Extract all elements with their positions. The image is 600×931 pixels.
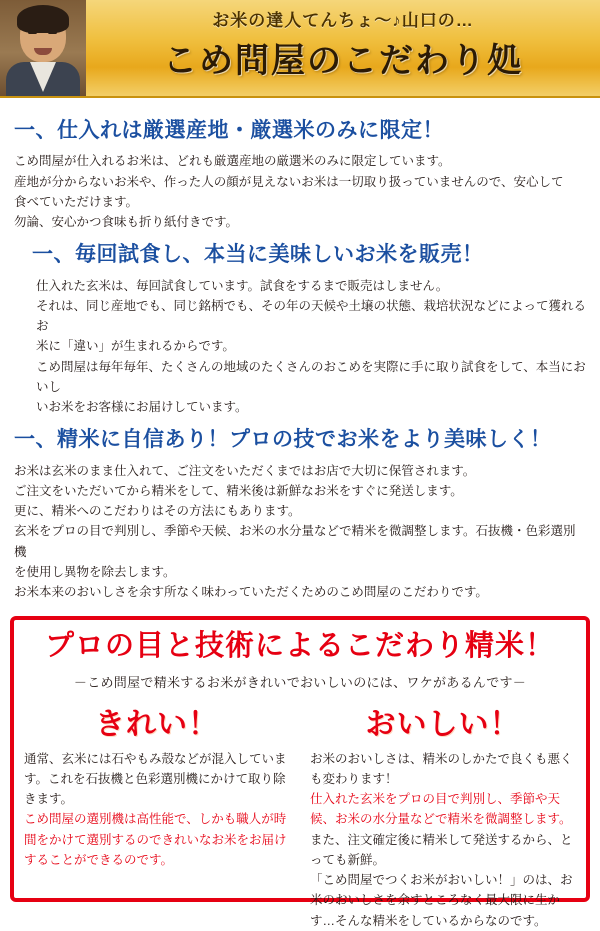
- column-kirei-body: [24, 749, 290, 871]
- section-1-body: [14, 151, 586, 232]
- section-3-line-4: 玄米をプロの目で判別し、季節や天候、お米の水分量などで精米を微調整します。石抜機・色彩選別機: [14, 524, 576, 559]
- section-2-line-3: 米に「違い」が生まれるからです。: [36, 339, 235, 354]
- header-subtitle: お米の達人てんちょ～♪山口の…: [212, 11, 474, 30]
- section-1-line-4: 勿論、安心かつ食味も折り紙付きです。: [14, 215, 239, 229]
- photo-eye-left: [28, 31, 37, 34]
- section-1-title: 一、仕入れは厳選産地・厳選米のみに限定！: [14, 119, 444, 142]
- column-oishii-paragraph-2: 仕入れた玄米をプロの目で判別し、季節や天候、お米の水分量などで精米を微調整します。: [310, 792, 572, 827]
- section-3: [14, 427, 586, 602]
- highlight-box-subtitle: －こめ問屋で精米するお米がきれいでおいしいのには、ワケがあるんです－: [73, 674, 527, 690]
- photo-hair: [17, 5, 69, 33]
- section-2-line-4: こめ問屋は毎年毎年、たくさんの地域のたくさんのおこめを実際に手に取り試食をして、本当においし: [36, 359, 586, 394]
- highlight-box: [10, 616, 590, 928]
- shopkeeper-photo: [0, 0, 86, 96]
- main-content: [0, 98, 600, 602]
- column-oishii-paragraph-4: 「こめ問屋でつくお米がおいしい！」のは、お米のおいしさを余すところなく最大限に生かす…そんな精米をしているからなのです。: [310, 873, 573, 928]
- section-3-line-6: お米本来のおいしさを余す所なく味わっていただくためのこめ問屋のこだわりです。: [14, 585, 488, 599]
- section-2: [14, 242, 586, 417]
- section-2-title: 一、毎回試食し、本当に美味しいお米を販売！: [32, 243, 484, 267]
- header-text-block: [86, 0, 600, 96]
- section-2-line-1: 仕入れた玄米は、毎回試食しています。試食をするまで販売はしません。: [36, 278, 449, 293]
- photo-eye-right: [48, 31, 57, 34]
- column-oishii-paragraph-1: お米のおいしさは、精米のしかたで良くも悪くも変わります！: [310, 751, 573, 786]
- section-2-line-5: いお米をお客様にお届けしています。: [36, 400, 248, 414]
- column-kirei: [24, 699, 300, 931]
- header-banner: [0, 0, 600, 98]
- section-3-line-5: を使用し異物を除去します。: [14, 564, 176, 579]
- section-3-title: 一、精米に自信あり！プロの技でお米をより美味しく！: [14, 428, 552, 452]
- highlight-box-title: プロの目と技術によるこだわり精米！: [44, 630, 555, 663]
- section-1-line-1: こめ問屋が仕入れるお米は、どれも厳選産地の厳選米のみに限定しています。: [14, 154, 451, 169]
- column-kirei-paragraph-1: 通常、玄米には石やもみ殻などが混入しています。これを石抜機と色彩選別機にかけて取り除きます。: [24, 751, 287, 807]
- section-1: [14, 118, 586, 232]
- column-kirei-heading: きれい！: [95, 707, 219, 741]
- section-3-line-1: お米は玄米のまま仕入れて、ご注文をいただくまではお店で大切に保管されます。: [14, 463, 476, 478]
- section-3-line-3: 更に、精米へのこだわりはその方法にもあります。: [14, 504, 301, 518]
- column-kirei-paragraph-2: こめ問屋の選別機は高性能で、しかも職人が時間をかけて選別するのできれいなお米をお届けすることができるのです。: [24, 812, 287, 867]
- section-2-line-2: それは、同じ産地でも、同じ銘柄でも、その年の天候や土壌の状態、栽培状況などによって獲れるお: [36, 298, 587, 333]
- section-1-line-3: 食べていただけます。: [14, 194, 139, 209]
- section-3-body: [14, 461, 586, 603]
- column-oishii: [300, 699, 576, 931]
- column-oishii-heading: おいしい！: [365, 707, 521, 741]
- column-oishii-body: [310, 749, 576, 931]
- section-3-line-2: ご注文をいただいてから精米をして、精米後は新鮮なお米をすぐに発送します。: [14, 483, 463, 498]
- column-oishii-paragraph-3: また、注文確定後に精米して発送するから、とっても新鮮。: [310, 832, 573, 867]
- highlight-columns: [24, 699, 576, 931]
- section-2-body: [14, 276, 586, 418]
- section-1-line-2: 産地が分からないお米や、作った人の顔が見えないお米は一切取り扱っていませんので、安心して: [14, 174, 564, 189]
- header-title: こめ問屋のこだわり処: [163, 42, 523, 80]
